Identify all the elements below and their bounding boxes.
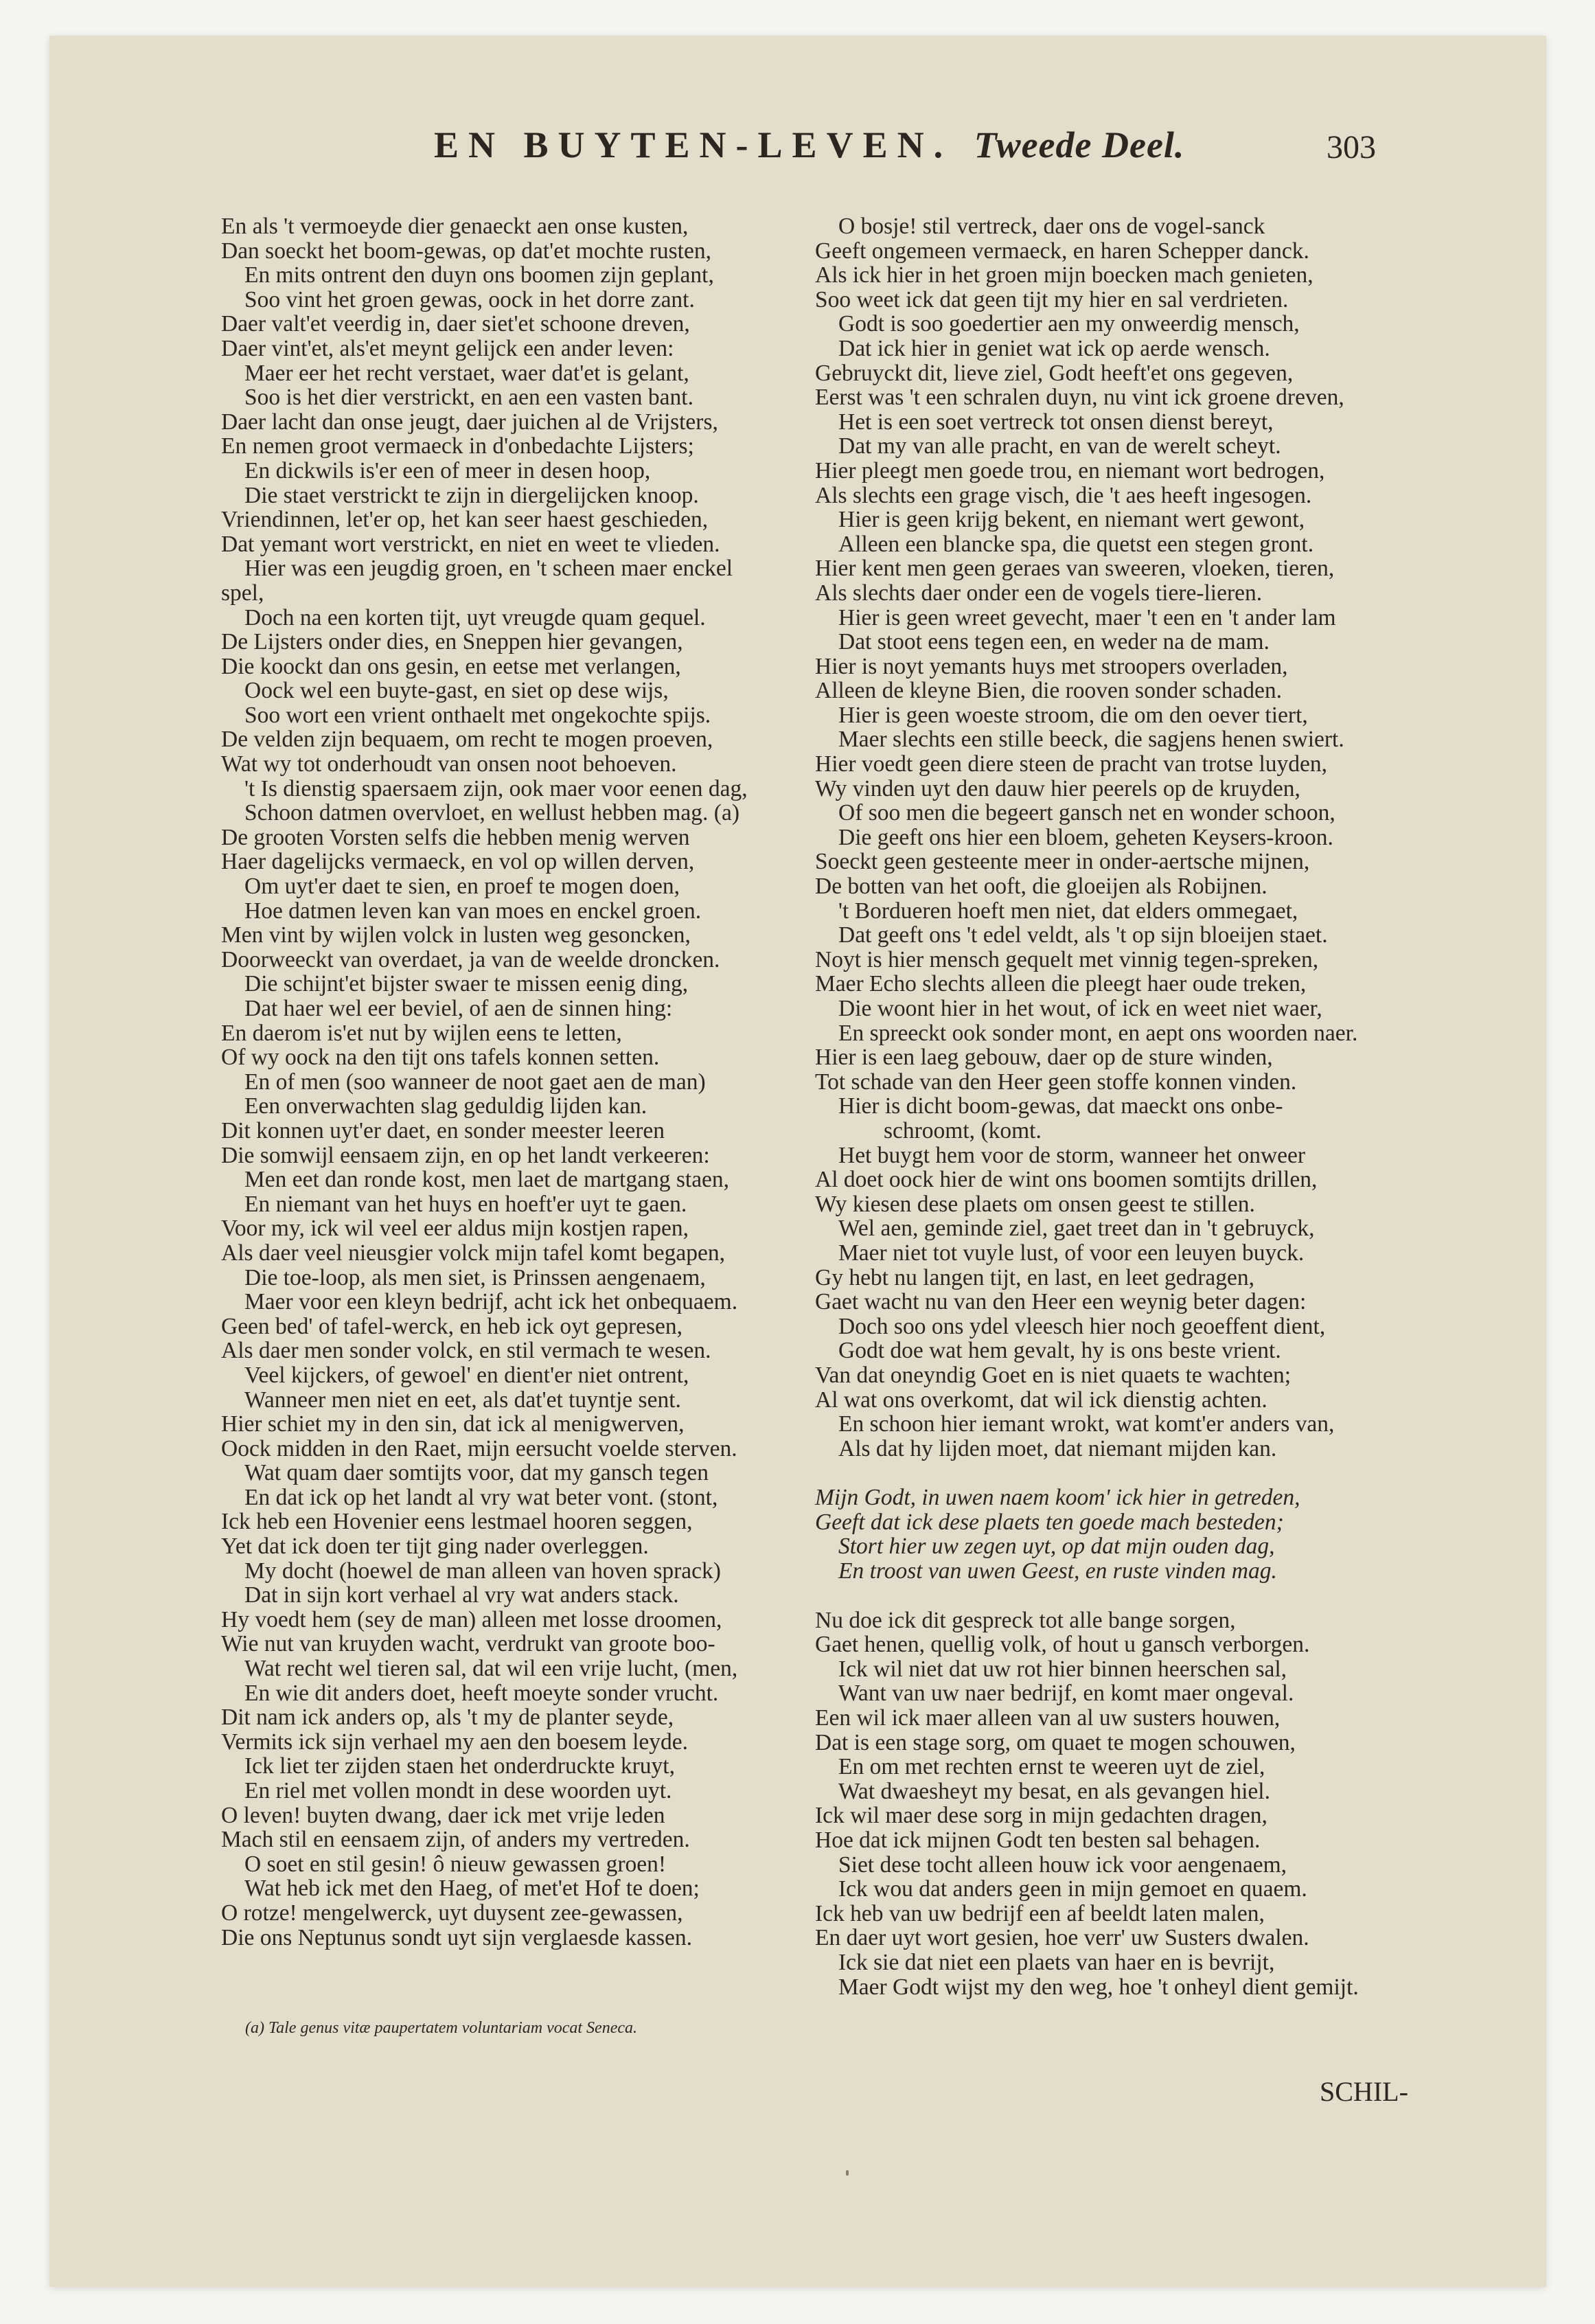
verse-line: Alleen een blancke spa, die quetst een stegen gront.: [838, 531, 1314, 557]
verse-line: Yet dat ick doen ter tijt ging nader overleggen.: [221, 1534, 649, 1560]
verse-line: En wie dit anders doet, heeft moeyte sonder vrucht.: [244, 1680, 719, 1706]
verse-line: schroomt, (komt.: [884, 1117, 1042, 1143]
verse-line: Doch soo ons ydel vleesch hier noch geoeffent dient,: [838, 1313, 1326, 1339]
verse-line: Hier is geen krijg bekent, en niemant wert gewont,: [838, 507, 1305, 533]
stanza-gap: [815, 1461, 1454, 1485]
verse-line: Dan soeckt het boom-gewas, op dat'et mochte rusten,: [221, 238, 711, 264]
verse-line: De velden zijn bequaem, om recht te mogen proeven,: [221, 727, 713, 753]
verse-line: Wy vinden uyt den dauw hier peerels op de kruyden,: [815, 775, 1300, 801]
verse-line: Of wy oock na den tijt ons tafels konnen setten.: [221, 1045, 660, 1071]
verse-line: Hier pleegt men goede trou, en niemant wort bedrogen,: [815, 457, 1325, 483]
verse-line: Soo wort een vrient onthaelt met ongekochte spijs.: [244, 702, 711, 728]
verse-line: Wanneer men niet en eet, als dat'et tuyntje sent.: [244, 1387, 681, 1413]
verse-line: Dat yemant wort verstrickt, en niet en weet te vlieden.: [221, 531, 720, 557]
verse-line: Hier was een jeugdig groen, en 't scheen maer enckel: [244, 556, 733, 582]
verse-line: Maer eer het recht verstaet, waer dat'et is gelant,: [244, 360, 689, 386]
verse-line: Als dat hy lijden moet, dat niemant mijden kan.: [838, 1435, 1277, 1461]
verse-line: En schoon hier iemant wrokt, wat komt'er anders van,: [838, 1411, 1335, 1437]
stanza-gap: [815, 1584, 1454, 1608]
verse-line: Wat recht wel tieren sal, dat wil een vrije lucht, (men,: [244, 1656, 738, 1682]
verse-line: Noyt is hier mensch gequelt met vinnig tegen-spreken,: [815, 946, 1319, 972]
verse-line: Die schijnt'et bijster swaer te missen eenig ding,: [244, 971, 689, 997]
verse-line: O bosje! stil vertreck, daer ons de vogel-sanck: [838, 214, 1265, 239]
verse-line: Geen bed' of tafel-werck, en heb ick oyt gepresen,: [221, 1313, 683, 1339]
verse-line: Om uyt'er daet te sien, en proef te mogen doen,: [244, 874, 680, 900]
verse-line: Ick liet ter zijden staen het onderdruckte kruyt,: [244, 1753, 675, 1779]
verse-line: Ick wou dat anders geen in mijn gemoet en quaem.: [838, 1876, 1307, 1902]
verse-line: Gebruyckt dit, lieve ziel, Godt heeft'et ons gegeven,: [815, 360, 1294, 386]
verse-line: Gy hebt nu langen tijt, en last, en leet gedragen,: [815, 1264, 1255, 1290]
verse-line: Siet dese tocht alleen houw ick voor aengenaem,: [838, 1852, 1287, 1878]
verse-line: Wel aen, geminde ziel, gaet treet dan in 't gebruyck,: [838, 1216, 1315, 1242]
verse-line: Daer valt'et veerdig in, daer siet'et schoone dreven,: [221, 311, 690, 337]
verse-line: Dat stoot eens tegen een, en weder na de mam.: [838, 629, 1270, 655]
verse-line: Maer voor een kleyn bedrijf, acht ick het onbequaem.: [244, 1289, 738, 1315]
verse-line: Wat dwaesheyt my besat, en als gevangen hiel.: [838, 1778, 1270, 1804]
verse-line: Hoe datmen leven kan van moes en enckel groen.: [244, 898, 702, 924]
verse-line: Die koockt dan ons gesin, en eetse met verlangen,: [221, 653, 681, 679]
right-column: [815, 214, 1454, 1999]
verse-line: En als 't vermoeyde dier genaeckt aen onse kusten,: [221, 214, 689, 239]
verse-line: Soo vint het groen gewas, oock in het dorre zant.: [244, 286, 695, 312]
verse-line: En dickwils is'er een of meer in desen hoop,: [244, 457, 651, 483]
verse-line: Wy kiesen dese plaets om onsen geest te stillen.: [815, 1191, 1255, 1217]
verse-line: Het is een soet vertreck tot onsen dienst bereyt,: [838, 409, 1274, 435]
verse-line: Godt doe wat hem gevalt, hy is ons beste vrient.: [838, 1338, 1281, 1364]
verse-line: Haer dagelijcks vermaeck, en vol op willen derven,: [221, 849, 695, 875]
verse-line: Die staet verstrickt te zijn in diergelijcken knoop.: [244, 482, 699, 508]
verse-line: Een onverwachten slag geduldig lijden kan.: [244, 1093, 647, 1119]
running-header: [434, 124, 1430, 185]
book-page: [49, 36, 1546, 2287]
verse-line: Veel kijckers, of gewoel' en dient'er niet ontrent,: [244, 1362, 689, 1388]
verse-line: Hier is dicht boom-gewas, dat maeckt ons onbe-: [838, 1093, 1283, 1119]
verse-line: Het buygt hem voor de storm, wanneer het onweer: [838, 1142, 1306, 1168]
verse-line: Oock wel een buyte-gast, en siet op dese wijs,: [244, 678, 669, 704]
verse-line: Eerst was 't een schralen duyn, nu vint ick groene dreven,: [815, 385, 1344, 411]
verse-line: De botten van het ooft, die gloeijen als Robijnen.: [815, 874, 1267, 900]
verse-line: 't Is dienstig spaersaem zijn, ook maer voor eenen dag,: [244, 775, 748, 801]
verse-line: Oock midden in den Raet, mijn eersucht voelde sterven.: [221, 1435, 737, 1461]
verse-line: Hier schiet my in den sin, dat ick al menigwerven,: [221, 1411, 685, 1437]
verse-line: En of men (soo wanneer de noot gaet aen de man): [244, 1069, 706, 1095]
verse-line: O leven! buyten dwang, daer ick met vrije leden: [221, 1802, 665, 1828]
verse-line: Hier voedt geen diere steen de pracht van trotse luyden,: [815, 751, 1328, 777]
verse-line: Dat is een stage sorg, om quaet te mogen schouwen,: [815, 1729, 1296, 1755]
verse-line: O rotze! mengelwerck, uyt duysent zee-gewassen,: [221, 1900, 683, 1926]
verse-line: Die toe-loop, als men siet, is Prinssen aengenaem,: [244, 1264, 706, 1290]
verse-line: Gaet wacht nu van den Heer een weynig beter dagen:: [815, 1289, 1307, 1315]
verse-line: Daer lacht dan onse jeugt, daer juichen al de Vrijsters,: [221, 409, 718, 435]
verse-line: Die somwijl eensaem zijn, en op het landt verkeeren:: [221, 1142, 710, 1168]
verse-line: En mits ontrent den duyn ons boomen zijn geplant,: [244, 262, 714, 288]
verse-line: Maer Echo slechts alleen die pleegt haer oude treken,: [815, 971, 1307, 997]
verse-line: En nemen groot vermaeck in d'onbedachte Lijsters;: [221, 433, 694, 459]
verse-line: En dat ick op het landt al vry wat beter vont. (stont,: [244, 1484, 718, 1510]
page-number: 303: [1327, 129, 1376, 166]
verse-line: En riel met vollen mondt in dese woorden uyt.: [244, 1778, 672, 1803]
verse-line: Wie nut van kruyden wacht, verdrukt van groote boo-: [221, 1631, 715, 1657]
verse-line: Hier is noyt yemants huys met stroopers overladen,: [815, 653, 1288, 679]
verse-line: Soo weet ick dat geen tijt my hier en sal verdrieten.: [815, 286, 1289, 312]
verse-line: Hier is geen woeste stroom, die om den oever tiert,: [838, 702, 1308, 728]
verse-line: Geeft dat ick dese plaets ten goede mach besteden;: [815, 1509, 1284, 1535]
verse-line: En om met rechten ernst te weeren uyt de ziel,: [838, 1754, 1265, 1780]
verse-line: Die geeft ons hier een bloem, geheten Keysers-kroon.: [838, 824, 1333, 850]
verse-line: Dat in sijn kort verhael al vry wat anders stack.: [244, 1582, 679, 1608]
verse-line: Als slechts een grage visch, die 't aes heeft ingesogen.: [815, 482, 1312, 508]
verse-line: Soo is het dier verstrickt, en aen een vasten bant.: [244, 385, 693, 411]
verse-line: En niemant van het huys en hoeft'er uyt te gaen.: [244, 1191, 687, 1217]
verse-line: Geeft ongemeen vermaeck, en haren Schepper danck.: [815, 238, 1309, 264]
verse-line: Of soo men die begeert gansch net en wonder schoon,: [838, 800, 1335, 826]
footnote: (a) Tale genus vitæ paupertatem voluntariam vocat Seneca.: [245, 2019, 638, 2037]
catchword: SCHIL-: [1320, 2076, 1408, 2107]
verse-line: Ick heb een Hovenier eens lestmael hooren seggen,: [221, 1509, 693, 1535]
verse-line: Hier is een laeg gebouw, daer op de sture winden,: [815, 1045, 1273, 1071]
verse-line: En daer uyt wort gesien, hoe verr' uw Susters dwalen.: [815, 1925, 1309, 1951]
verse-line: O soet en stil gesin! ô nieuw gewassen groen!: [244, 1851, 667, 1877]
verse-line: Mijn Godt, in uwen naem koom' ick hier in getreden,: [815, 1485, 1300, 1511]
verse-line: My docht (hoewel de man alleen van hoven sprack): [244, 1558, 721, 1584]
verse-line: Stort hier uw zegen uyt, op dat mijn ouden dag,: [838, 1534, 1275, 1560]
verse-line: Wat wy tot onderhoudt van onsen noot behoeven.: [221, 751, 677, 777]
verse-line: Ick sie dat niet een plaets van haer en is bevrijt,: [838, 1949, 1275, 1975]
verse-line: En daerom is'et nut by wijlen eens te letten,: [221, 1020, 622, 1046]
verse-line: Tot schade van den Heer geen stoffe konnen vinden.: [815, 1069, 1297, 1095]
verse-line: Dat geeft ons 't edel veldt, als 't op sijn bloeijen staet.: [838, 922, 1328, 948]
verse-line: Godt is soo goedertier aen my onweerdig mensch,: [838, 311, 1300, 337]
verse-line: De Lijsters onder dies, en Sneppen hier gevangen,: [221, 629, 683, 655]
verse-line: Van dat oneyndig Goet en is niet quaets te wachten;: [815, 1362, 1292, 1388]
verse-line: Nu doe ick dit gespreck tot alle bange sorgen,: [815, 1607, 1236, 1633]
verse-line: Hier kent men geen geraes van sweeren, vloeken, tieren,: [815, 556, 1335, 582]
verse-line: Alleen de kleyne Bien, die rooven sonder schaden.: [815, 678, 1283, 704]
verse-line: Dat ick hier in geniet wat ick op aerde wensch.: [838, 335, 1270, 361]
verse-line: Die ons Neptunus sondt uyt sijn verglaesde kassen.: [221, 1924, 693, 1950]
verse-line: Hier is geen wreet gevecht, maer 't een en 't ander lam: [838, 604, 1336, 630]
verse-line: Ick wil niet dat uw rot hier binnen heerschen sal,: [838, 1656, 1287, 1682]
verse-line: Ick heb van uw bedrijf een af beeldt laten malen,: [815, 1900, 1265, 1926]
running-title: EN BUYTEN-LEVEN.: [434, 124, 953, 166]
verse-line: Als slechts daer onder een de vogels tiere-lieren.: [815, 580, 1263, 606]
verse-line: Dit konnen uyt'er daet, en sonder meester leeren: [221, 1117, 665, 1143]
verse-line: Al wat ons overkomt, dat wil ick dienstig achten.: [815, 1387, 1267, 1413]
verse-line: spel,: [221, 580, 264, 606]
verse-line: En spreeckt ook sonder mont, en aept ons woorden naer.: [838, 1020, 1358, 1046]
verse-line: Want van uw naer bedrijf, en komt maer ongeval.: [838, 1681, 1294, 1707]
verse-line: Wat heb ick met den Haeg, of met'et Hof te doen;: [244, 1876, 700, 1902]
verse-line: Vriendinnen, let'er op, het kan seer haest geschieden,: [221, 507, 709, 533]
verse-line: En troost van uwen Geest, en ruste vinden mag.: [838, 1558, 1277, 1584]
verse-line: Men vint by wijlen volck in lusten weg gesoncken,: [221, 922, 691, 948]
verse-line: Voor my, ick wil veel eer aldus mijn kostjen rapen,: [221, 1216, 689, 1242]
verse-line: Al doet oock hier de wint ons boomen somtijts drillen,: [815, 1167, 1318, 1193]
verse-line: Dat haer wel eer beviel, of aen de sinnen hing:: [244, 996, 673, 1021]
verse-line: Dit nam ick anders op, als 't my de planter seyde,: [221, 1705, 674, 1731]
verse-line: Wat quam daer somtijts voor, dat my gansch tegen: [244, 1460, 709, 1486]
verse-line: Maer niet tot vuyle lust, of voor een leuyen buyck.: [838, 1240, 1305, 1266]
verse-line: Vermits ick sijn verhael my aen den boesem leyde.: [221, 1729, 689, 1755]
verse-line: 't Bordueren hoeft men niet, dat elders ommegaet,: [838, 898, 1298, 924]
verse-line: Maer Godt wijst my den weg, hoe 't onheyl dient gemijt.: [838, 1974, 1359, 2000]
verse-line: Dat my van alle pracht, en van de werelt scheyt.: [838, 433, 1281, 459]
verse-line: Hoe dat ick mijnen Godt ten besten sal behagen.: [815, 1827, 1261, 1853]
part-label: Tweede Deel.: [974, 124, 1185, 166]
verse-line: Als daer veel nieusgier volck mijn tafel komt begapen,: [221, 1240, 725, 1266]
verse-line: Als ick hier in het groen mijn boecken mach genieten,: [815, 262, 1313, 288]
verse-line: Doorweeckt van overdaet, ja van de weelde droncken.: [221, 946, 720, 972]
verse-line: Een wil ick maer alleen van al uw susters houwen,: [815, 1705, 1281, 1731]
verse-line: Doch na een korten tijt, uyt vreugde quam gequel.: [244, 604, 706, 630]
verse-line: Gaet henen, quellig volk, of hout u gansch verborgen.: [815, 1632, 1310, 1658]
verse-line: Men eet dan ronde kost, men laet de martgang staen,: [244, 1167, 730, 1193]
verse-line: Maer slechts een stille beeck, die sagjens henen swiert.: [838, 727, 1344, 753]
verse-line: Ick wil maer dese sorg in mijn gedachten dragen,: [815, 1803, 1267, 1829]
verse-line: Soeckt geen gesteente meer in onder-aertsche mijnen,: [815, 849, 1310, 875]
verse-line: De grooten Vorsten selfs die hebben menig werven: [221, 824, 690, 850]
verse-line: Als daer men sonder volck, en stil vermach te wesen.: [221, 1338, 711, 1364]
verse-line: Daer vint'et, als'et meynt gelijck een ander leven:: [221, 335, 674, 361]
verse-line: Die woont hier in het wout, of ick en weet niet waer,: [838, 996, 1322, 1021]
verse-line: Mach stil en eensaem zijn, of anders my vertreden.: [221, 1827, 690, 1853]
page-mark: [846, 2170, 849, 2176]
verse-line: Schoon datmen overvloet, en wellust hebben mag. (a): [244, 800, 739, 826]
verse-line: Hy voedt hem (sey de man) alleen met losse droomen,: [221, 1606, 722, 1632]
